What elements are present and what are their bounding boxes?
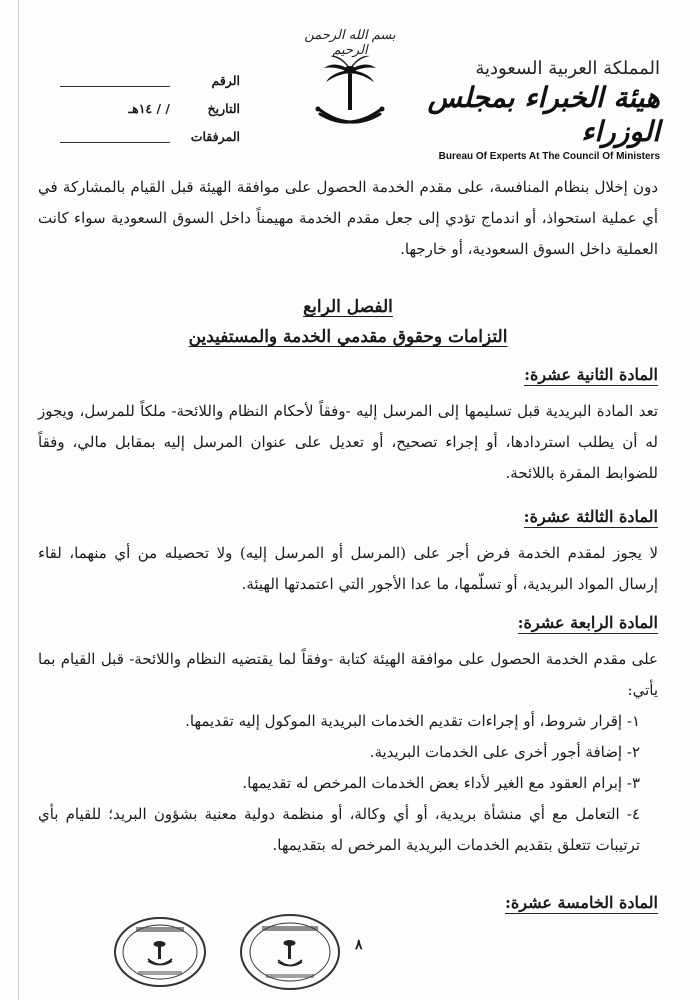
article-13 [38, 502, 658, 600]
intro-paragraph: دون إخلال بنظام المنافسة، على مقدم الخدمة الحصول على موافقة الهيئة قبل القيام بالمشاركة في أي عملية استحواذ، أو اندماج تؤدي إلى جعل مقدم الخدمة مهيمناً داخل السوق السعودية سواء كانت العملية داخل السوق السعودية، أو خارجها. [38, 178, 658, 258]
bureau-name-arabic: هيئة الخبراء بمجلس الوزراء [427, 81, 660, 148]
article-heading: المادة الرابعة عشرة: [517, 613, 658, 632]
intro-block [38, 172, 658, 265]
article-text: لا يجوز لمقدم الخدمة فرض أجر على (المرسل أو المرسل إليه) ولا تحصيله من أي منهما، لقاء إرسال المواد البريدية، أو تسلّمها، ما عدا الأجور التي اعتمدتها الهيئة. [38, 544, 658, 593]
article-heading: المادة الثانية عشرة: [524, 365, 658, 384]
article-list [38, 706, 658, 861]
page-number: ٨ [355, 937, 363, 953]
article-text: تعد المادة البريدية قبل تسليمها إلى المرسل إليه -وفقاً لأحكام النظام واللائحة- ملكاً للمرسل، ويجوز له أن يطلب استردادها، أو إجراء تصحيح، أو تعديل على عنوان المرسل إليه بمقابل مالي، وفقاً للضوابط المقرة باللائحة. [38, 402, 658, 482]
attachments-line [60, 130, 170, 143]
article-12 [38, 360, 658, 489]
bureau-name-english: Bureau Of Experts At The Council Of Ministers [438, 151, 660, 162]
chapter-subtitle: التزامات وحقوق مقدمي الخدمة والمستفيدين [188, 327, 508, 347]
number-row [40, 66, 240, 94]
list-item: ٢- إضافة أجور أخرى على الخدمات البريدية. [369, 743, 640, 761]
article-15 [38, 888, 658, 918]
date-value: / / ١٤هـ [128, 100, 170, 116]
attachments-row [40, 122, 240, 150]
number-line [60, 74, 170, 87]
article-heading: المادة الخامسة عشرة: [505, 893, 658, 912]
article-heading: المادة الثالثة عشرة: [523, 507, 658, 526]
basmala: بسم الله الرحمن الرحيم [304, 28, 396, 58]
saudi-emblem-icon [310, 52, 390, 137]
right-seal-stamp [238, 912, 342, 992]
chapter-title: الفصل الرابع [303, 297, 393, 317]
letterhead-right [425, 58, 660, 162]
kingdom-name: المملكة العربية السعودية [475, 58, 660, 79]
article-text: على مقدم الخدمة الحصول على موافقة الهيئة كتابة -وفقاً لما يقتضيه النظام واللائحة- قبل القيام بما يأتي: [38, 650, 658, 699]
page-edge [18, 0, 19, 1000]
article-14 [38, 608, 658, 861]
letterhead-fields [40, 66, 240, 150]
date-row [40, 94, 240, 122]
left-seal-stamp [112, 915, 208, 989]
list-item: ٤- التعامل مع أي منشأة بريدية، أو أي وكالة، أو منظمة دولية معنية بشؤون البريد؛ للقيام بأي ترتيبات تتعلق بتقديم الخدمات البريدية المرخص له بتقديمها. [38, 805, 640, 854]
date-label: التاريخ [207, 100, 240, 116]
list-item: ١- إقرار شروط، أو إجراءات تقديم الخدمات البريدية الموكول إليه تقديمها. [185, 712, 640, 730]
number-label: الرقم [211, 72, 240, 88]
list-item: ٣- إبرام العقود مع الغير لأداء بعض الخدمات المرخص له تقديمها. [242, 774, 640, 792]
chapter-block [38, 292, 658, 352]
attachments-label: المرفقات [190, 128, 240, 144]
